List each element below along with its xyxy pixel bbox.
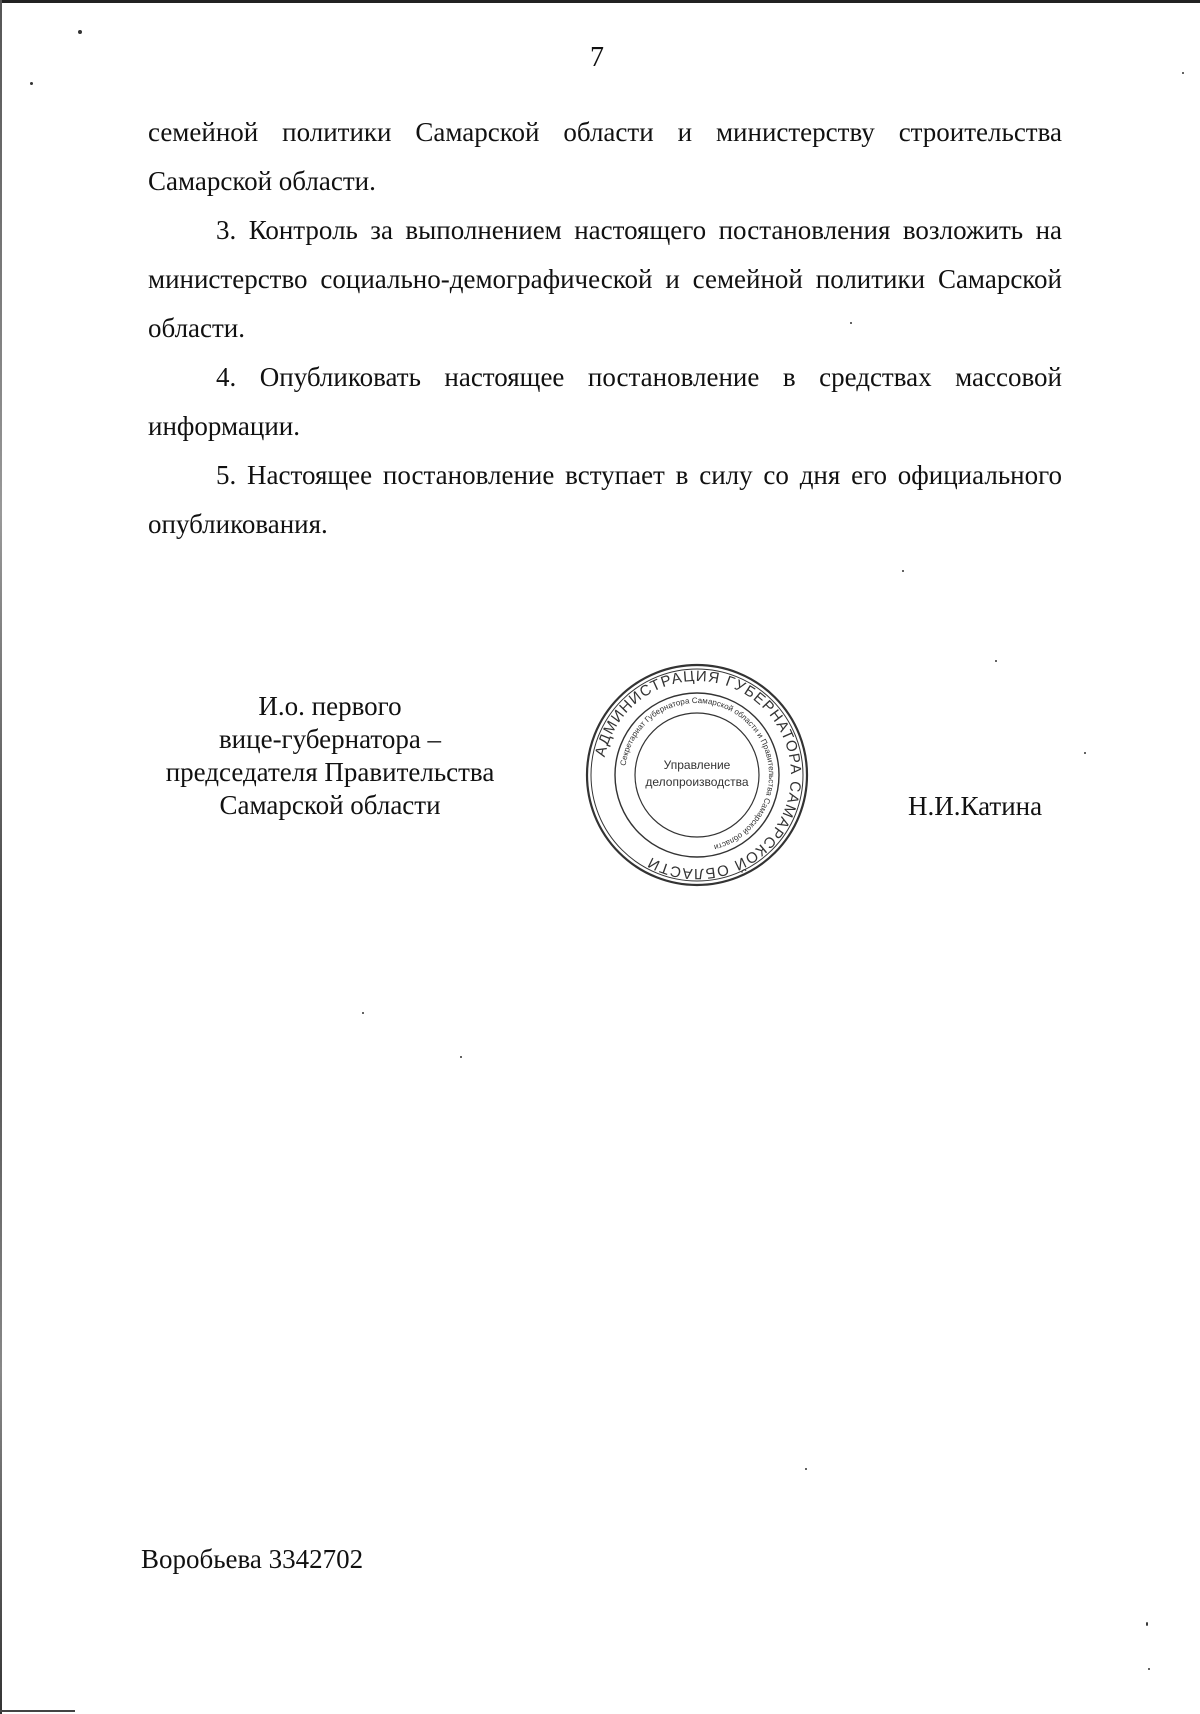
scan-speck xyxy=(1146,1622,1148,1626)
page-number: 7 xyxy=(590,42,604,73)
signatory-title-line: председателя Правительства xyxy=(165,757,495,787)
scan-left-edge xyxy=(0,0,2,1714)
scan-bottom-mark xyxy=(0,1710,75,1712)
scan-speck xyxy=(1148,1668,1150,1670)
paragraph-item-5: 5. Настоящее постановление вступает в силу со дня его официального опубликования. xyxy=(148,460,1062,539)
scan-speck xyxy=(995,660,997,662)
resolution-body xyxy=(148,108,1062,549)
signatory-title-line: вице-губернатора – xyxy=(218,724,442,754)
seal-center-line-2: делопроизводства xyxy=(645,775,749,789)
seal-outer-ring-text: АДМИНИСТРАЦИЯ ГУБЕРНАТОРА САМАРСКОЙ ОБЛАСТИ xyxy=(591,667,805,883)
scan-speck xyxy=(1084,752,1086,754)
signatory-title xyxy=(140,690,520,822)
scan-speck xyxy=(362,1012,364,1014)
signatory-title-line: И.о. первого xyxy=(258,691,402,721)
scan-speck xyxy=(902,570,904,572)
official-seal-stamp xyxy=(584,662,810,888)
signatory-name: Н.И.Катина xyxy=(908,791,1043,821)
scan-speck xyxy=(78,30,82,34)
seal-inner-ring-text: Секретариат Губернатора Самарской области и Правительства Самарской области xyxy=(618,695,777,852)
paragraph-continuation: семейной политики Самарской области и министерству строительства Самарской области. xyxy=(148,117,1062,196)
paragraph-item-3: 3. Контроль за выполнением настоящего постановления возложить на министерство социально-демографической и семейной политики Самарской области. xyxy=(148,215,1062,343)
paragraph-item-4: 4. Опубликовать настоящее постановление в средствах массовой информации. xyxy=(148,362,1062,441)
scan-speck xyxy=(30,82,33,85)
seal-center-line-1: Управление xyxy=(663,758,731,772)
scan-speck xyxy=(805,1468,807,1470)
scan-speck xyxy=(460,1056,462,1058)
executor-contact: Воробьева 3342702 xyxy=(141,1544,364,1574)
scan-top-edge xyxy=(0,0,1200,3)
signatory-title-line: Самарской области xyxy=(219,790,441,820)
